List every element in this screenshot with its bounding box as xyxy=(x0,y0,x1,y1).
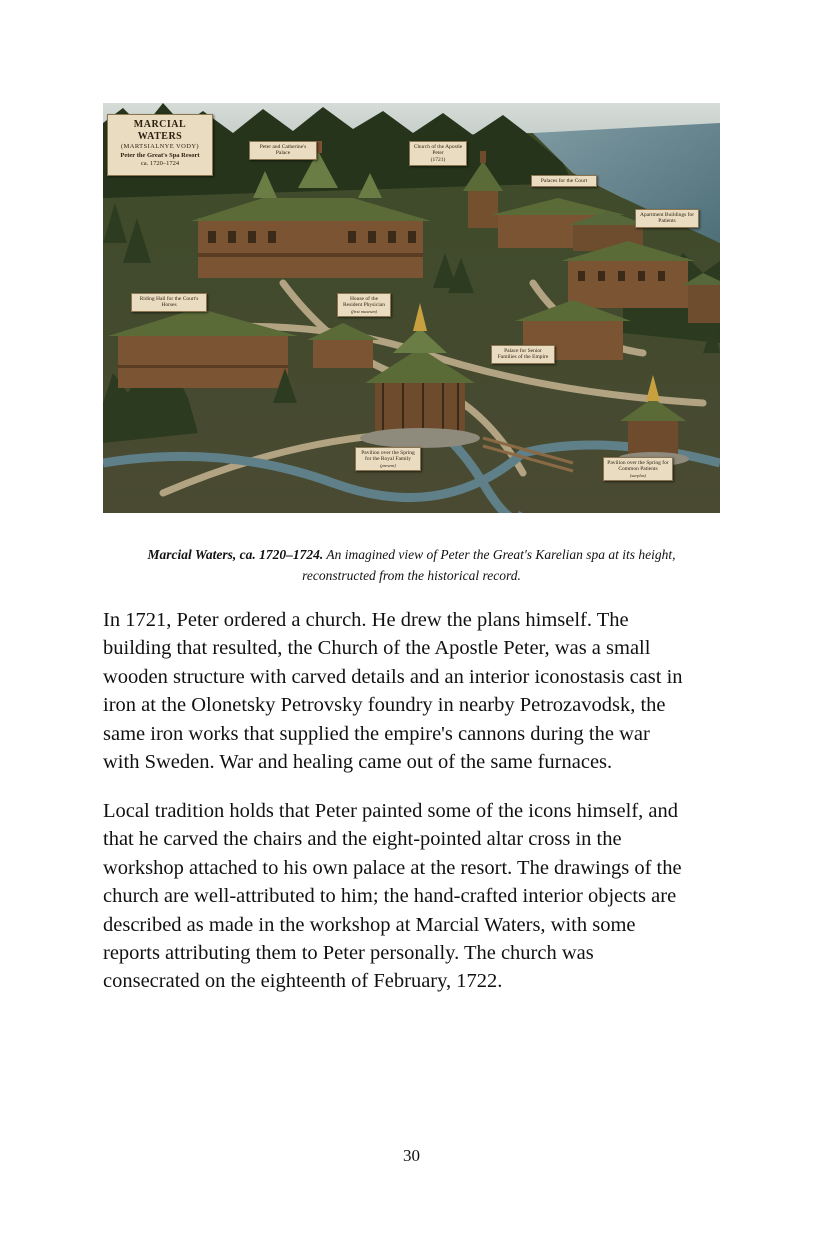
riding-hall-label xyxy=(131,293,207,312)
text-line: In 1721, Peter ordered a church. He drew the plans himself. The xyxy=(103,609,629,631)
text-line: with Sweden. War and healing came out of the same furnaces. xyxy=(103,751,613,774)
caption-lead: Marcial Waters, ca. 1720–1724. xyxy=(147,547,324,562)
text-line: church are well-attributed to him; the hand-crafted interior objects are xyxy=(103,885,677,908)
map-alt-name: (MARTSIALNYE VODY) xyxy=(120,143,199,150)
page-number: 30 xyxy=(403,1146,420,1165)
physician-label xyxy=(337,293,391,317)
map-title-label xyxy=(107,114,213,176)
palace-label-text: Peter and Catherine's Palace xyxy=(259,144,307,157)
paragraph-1 xyxy=(103,606,743,776)
caption-line-2: reconstructed from the historical record. xyxy=(302,568,521,583)
church-label-year: (1721) xyxy=(430,156,446,163)
royal-pavilion-label xyxy=(355,447,421,471)
senior-palace-label xyxy=(491,345,555,364)
map-dates: ca. 1720–1724 xyxy=(140,159,180,167)
royal-pavilion-label-note: (present) xyxy=(379,462,397,468)
common-pavilion-label xyxy=(603,457,673,481)
apartments-label-text: Apartment Buildings for Patients xyxy=(639,212,695,225)
map-subtitle: Peter the Great's Spa Resort xyxy=(120,152,200,160)
paragraph-2 xyxy=(103,797,743,996)
text-line: wooden structure with carved details and an interior iconostasis cast in xyxy=(103,665,683,688)
text-line: reports attributing them to Peter personally. The church was xyxy=(103,942,594,965)
senior-palace-label-text: Palace for Senior Families of the Empire xyxy=(497,348,549,361)
court-palaces-label xyxy=(531,175,597,187)
physician-label-text: House of the Resident Physician xyxy=(342,296,385,309)
common-pavilion-label-note: (surplus) xyxy=(629,472,647,478)
text-line: consecrated on the eighteenth of February, 1722. xyxy=(103,970,503,993)
court-palaces-label-text: Palaces for the Court xyxy=(540,178,588,184)
text-line: building that resulted, the Church of the Apostle Peter, was a small xyxy=(103,637,651,660)
common-pavilion-label-text: Pavilion over the Spring for Common Patients xyxy=(607,460,669,473)
caption-line-1-rest: An imagined view of Peter the Great's Karelian spa at its height, xyxy=(323,547,676,562)
church-label-text: Church of the Apostle Peter xyxy=(413,144,463,157)
text-line: same iron works that supplied the empire's cannons during the war xyxy=(103,722,650,745)
royal-pavilion-label-text: Pavilion over the Spring for the Royal Family xyxy=(361,450,415,463)
text-line: described as made in the workshop at Marcial Waters, with some xyxy=(103,913,636,936)
resort-illustration xyxy=(103,103,720,513)
riding-hall-label-text: Riding Hall for the Court's Horses xyxy=(139,296,199,309)
physician-label-note: (first museum) xyxy=(350,308,378,314)
caption-line-1 xyxy=(103,544,720,565)
apartments-label xyxy=(635,209,699,228)
palace-label xyxy=(249,141,317,160)
map-title: MARCIAL WATERS xyxy=(133,119,187,142)
figure-caption xyxy=(103,544,720,586)
text-line: that he carved the chairs and the eight-pointed altar cross in the xyxy=(103,828,622,851)
text-line: Local tradition holds that Peter painted some of the icons himself, and xyxy=(103,800,679,822)
church-label xyxy=(409,141,467,166)
text-line: iron at the Olonetsky Petrovsky foundry in nearby Petrozavodsk, the xyxy=(103,694,666,717)
text-line: workshop attached to his own palace at the resort. The drawings of the xyxy=(103,856,682,879)
